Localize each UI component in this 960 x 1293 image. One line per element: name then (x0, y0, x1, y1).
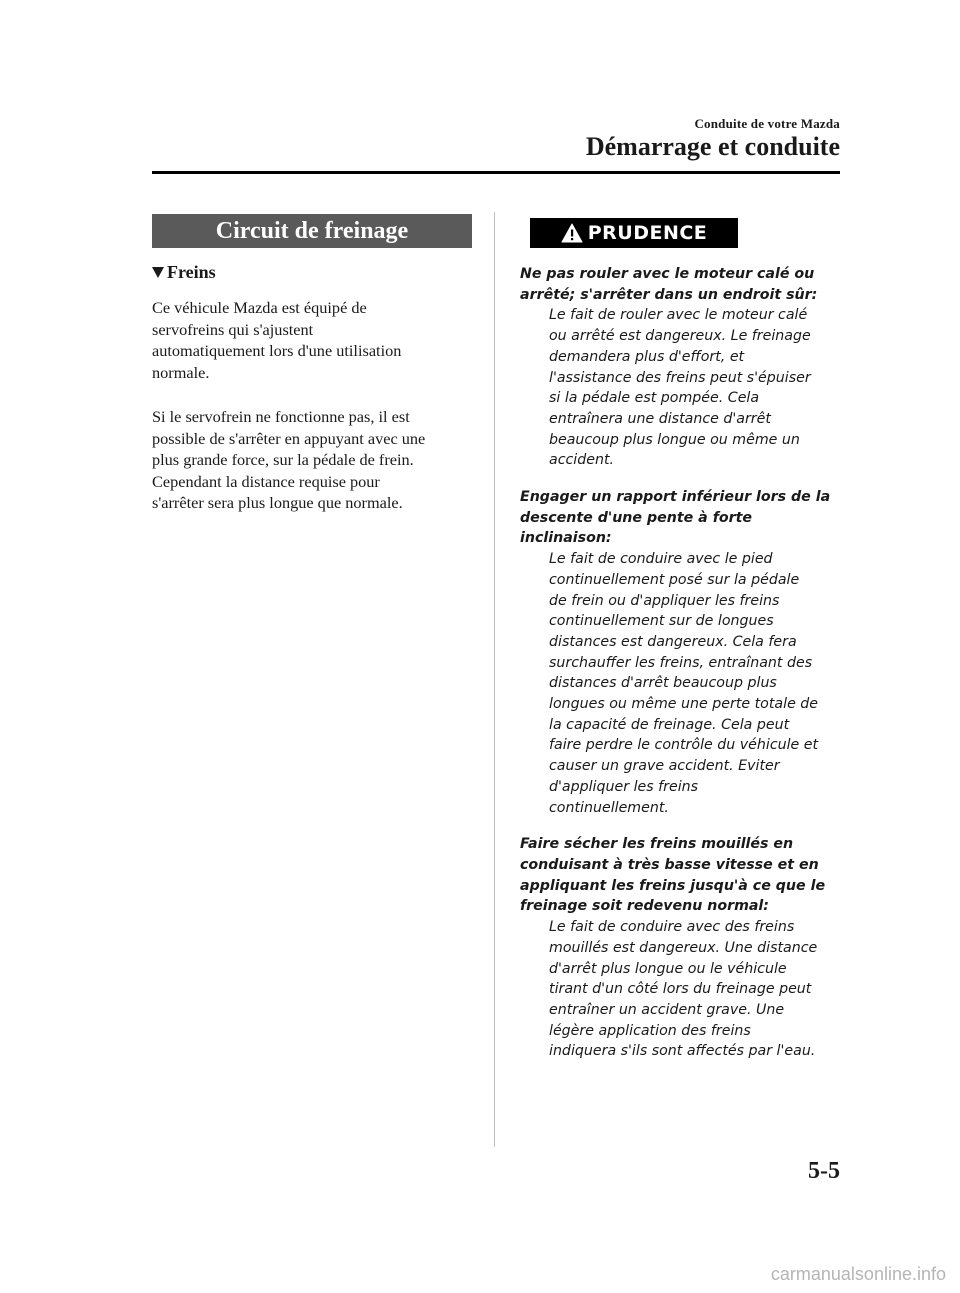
paragraph: Si le servofrein ne fonctionne pas, il est possible de s'arrêter en appuyant avec une plus grande force, sur la pédale de frein. Cependant la distance requise pour s'arrêter sera plus longue que normale. (152, 407, 426, 512)
header-section: Démarrage et conduite (585, 132, 840, 161)
header-chapter: Conduite de votre Mazda (694, 116, 840, 131)
caution-item-body: Le fait de rouler avec le moteur calé ou arrêté est dangereux. Le freinage demandera plus d'effort, et l'assistance des freins peut s'épuiser si la pédale est pompée. Cela entraînera une distance d'arrêt beaucoup plus longue ou même un accident. (549, 307, 811, 469)
subheading (152, 262, 472, 283)
caution-item (520, 264, 850, 471)
subheading-label: Freins (167, 262, 216, 282)
caution-item-title: Faire sécher les freins mouillés en conduisant à très basse vitesse et en appliquant les freins jusqu'à ce que le freinage soit redevenu normal: (520, 836, 826, 915)
section-title: Circuit de freinage (152, 214, 472, 248)
caution-item-title: Ne pas rouler avec le moteur calé ou arrêté; s'arrêter dans un endroit sûr: (520, 266, 818, 303)
caution-item-body: Le fait de conduire avec le pied continuellement posé sur la pédale de frein ou d'appliquer les freins continuellement sur de longues distances est dangereux. Cela fera surchauffer les freins, entraînant des distances d'arrêt beaucoup plus longues ou même une perte totale de la capacité de freinage. Cela peut faire perdre le contrôle du véhicule et causer un grave accident. Eviter d'appliquer les freins continuellement. (549, 551, 819, 816)
caution-item-body: Le fait de conduire avec des freins mouillés est dangereux. Une distance d'arrêt plus longue ou le véhicule tirant d'un côté lors du freinage peut entraîner un accident grave. Une légère application des freins indiquera s'ils sont affectés par l'eau. (549, 919, 818, 1060)
caution-item (520, 487, 850, 818)
caution-item (520, 834, 850, 1062)
warning-icon (561, 223, 583, 243)
caution-item-title: Engager un rapport inférieur lors de la descente d'une pente à forte inclinaison: (520, 489, 831, 547)
caution-badge (530, 218, 738, 248)
right-column (520, 218, 850, 1062)
left-column (152, 214, 472, 514)
paragraph: Ce véhicule Mazda est équipé de servofreins qui s'ajustent automatiquement lors d'une utilisation normale. (152, 298, 402, 382)
column-divider (494, 212, 495, 1147)
page-number: 5-5 (808, 1158, 840, 1184)
watermark: carmanualsonline.info (770, 1264, 946, 1284)
caution-label: PRUDENCE (587, 222, 708, 244)
header-rule (152, 171, 840, 174)
triangle-down-icon (152, 267, 164, 278)
